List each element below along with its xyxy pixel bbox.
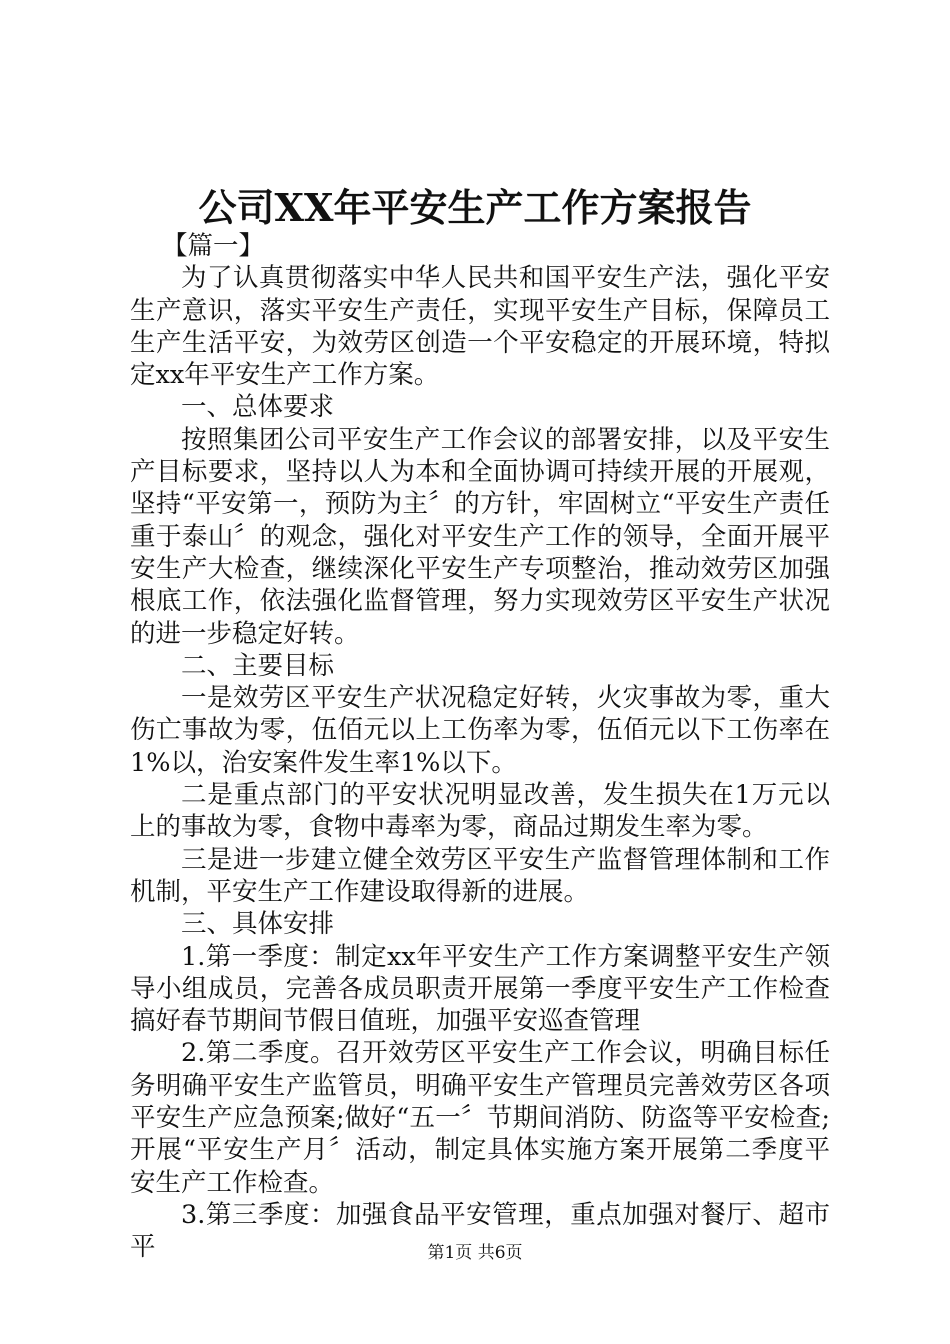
paragraph-goal-two: 二是重点部门的平安状况明显改善，发生损失在1万元以上的事故为零，食物中毒率为零，商品过期发生率为零。 <box>130 780 830 843</box>
paragraph-third-quarter: 3.第三季度：加强食品平安管理，重点加强对餐厅、超市平 <box>130 1199 830 1263</box>
heading-general-requirements: 一、总体要求 <box>181 392 335 423</box>
paragraph-goal-three: 三是进一步建立健全效劳区平安生产监督管理体制和工作机制，平安生产工作建设取得新的进展。 <box>130 844 830 907</box>
heading-specific-arrangements: 三、具体安排 <box>181 909 335 940</box>
paragraph-general-requirements: 按照集团公司平安生产工作会议的部署安排，以及平安生产目标要求，坚持以人为本和全面协调可持续开展的开展观，坚持“平安第一，预防为主〞的方针，牢固树立“平安生产责任重于泰山〞的观念，强化对平安生产工作的领导，全面开展平安生产大检查，继续深化平安生产专项整治，推动效劳区加强根底工作，依法强化监督管理，努力实现效劳区平安生产状况的进一步稳定好转。 <box>130 424 830 649</box>
document-body <box>130 230 830 1264</box>
heading-main-goals: 二、主要目标 <box>181 650 335 681</box>
paragraph-second-quarter: 2.第二季度。召开效劳区平安生产工作会议，明确目标任务明确平安生产监管员，明确平安生产管理员完善效劳区各项平安生产应急预案;做好“五一〞节期间消防、防盗等平安检查;开展“平安生产月〞活动，制定具体实施方案开展第二季度平安生产工作检查。 <box>130 1038 830 1198</box>
paragraph-intro: 为了认真贯彻落实中华人民共和国平安生产法，强化平安生产意识，落实平安生产责任，实现平安生产目标，保障员工生产生活平安，为效劳区创造一个平安稳定的开展环境，特拟定xx年平安生产工作方案。 <box>130 263 830 391</box>
paragraph-first-quarter: 1.第一季度：制定xx年平安生产工作方案调整平安生产领导小组成员，完善各成员职责开展第一季度平安生产工作检查搞好春节期间节假日值班，加强平安巡查管理 <box>130 941 830 1037</box>
section-label: 【篇一】 <box>162 231 265 261</box>
page-footer: 第1页 共6页 <box>427 1243 523 1263</box>
paragraph-goal-one: 一是效劳区平安生产状况稳定好转，火灾事故为零，重大伤亡事故为零，伍佰元以上工伤率为零，伍佰元以下工伤率在1%以，治安案件发生率1%以下。 <box>130 683 830 778</box>
document-title: 公司XX年平安生产工作方案报告 <box>198 185 752 230</box>
